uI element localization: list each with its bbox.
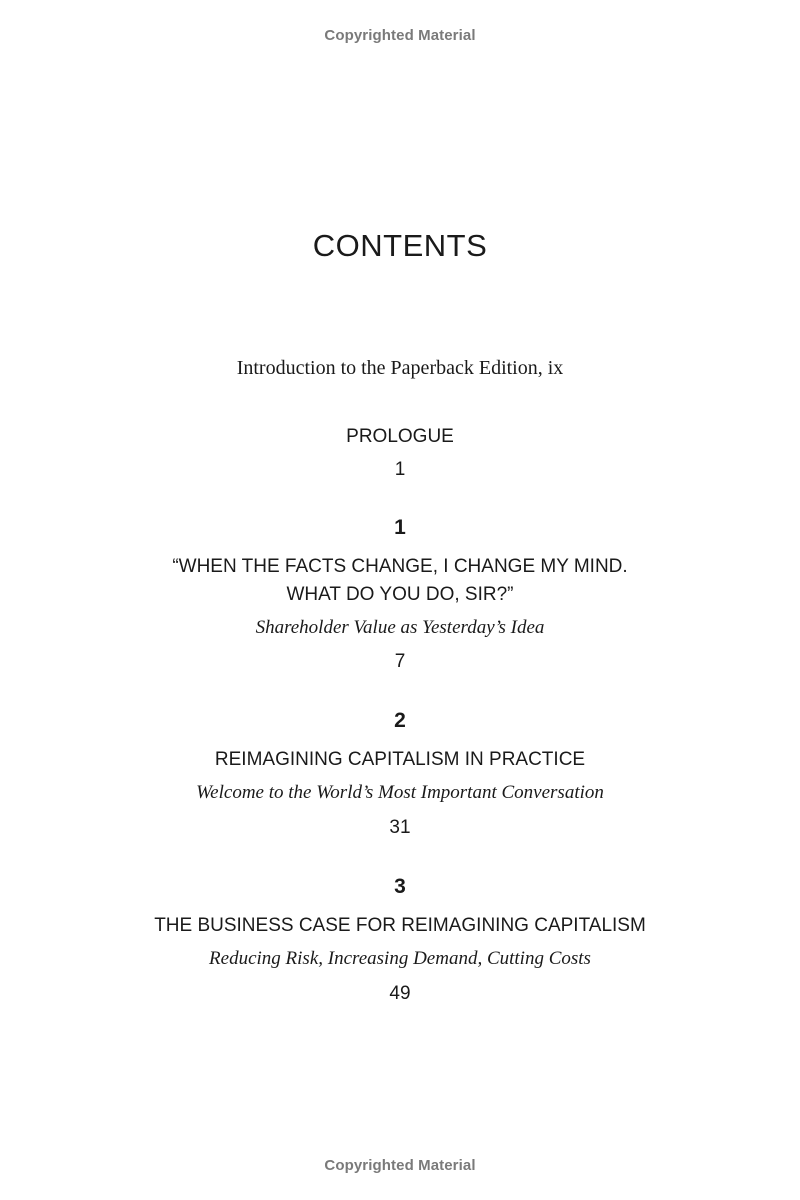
toc-entry-prologue-page: 1: [394, 459, 406, 480]
chapter-1-title-line-1: “WHEN THE FACTS CHANGE, I CHANGE MY MIND.: [172, 556, 628, 577]
chapter-3-page: 49: [389, 983, 411, 1004]
chapter-1-subtitle: Shareholder Value as Yesterday’s Idea: [255, 617, 545, 638]
chapter-3-number: 3: [394, 875, 406, 898]
chapter-2-title: REIMAGINING CAPITALISM IN PRACTICE: [214, 749, 586, 770]
copyright-watermark-top: Copyrighted Material: [324, 27, 476, 44]
chapter-2-subtitle: Welcome to the World’s Most Important Conversation: [196, 782, 604, 803]
chapter-1-page: 7: [394, 651, 406, 672]
chapter-2-page: 31: [389, 817, 411, 838]
chapter-1-number: 1: [394, 516, 406, 539]
copyright-watermark-bottom: Copyrighted Material: [324, 1157, 476, 1174]
page-title: CONTENTS: [312, 228, 488, 263]
toc-entry-introduction: Introduction to the Paperback Edition, ix: [236, 357, 564, 379]
toc-entry-prologue-title: PROLOGUE: [346, 426, 454, 447]
chapter-1-title-line-2: WHAT DO YOU DO, SIR?”: [286, 584, 514, 605]
chapter-1-title: [0, 553, 800, 609]
chapter-2-number: 2: [394, 709, 406, 732]
chapter-3-subtitle: Reducing Risk, Increasing Demand, Cutting Costs: [209, 948, 591, 969]
chapter-3-title: THE BUSINESS CASE FOR REIMAGINING CAPITALISM: [154, 915, 646, 936]
